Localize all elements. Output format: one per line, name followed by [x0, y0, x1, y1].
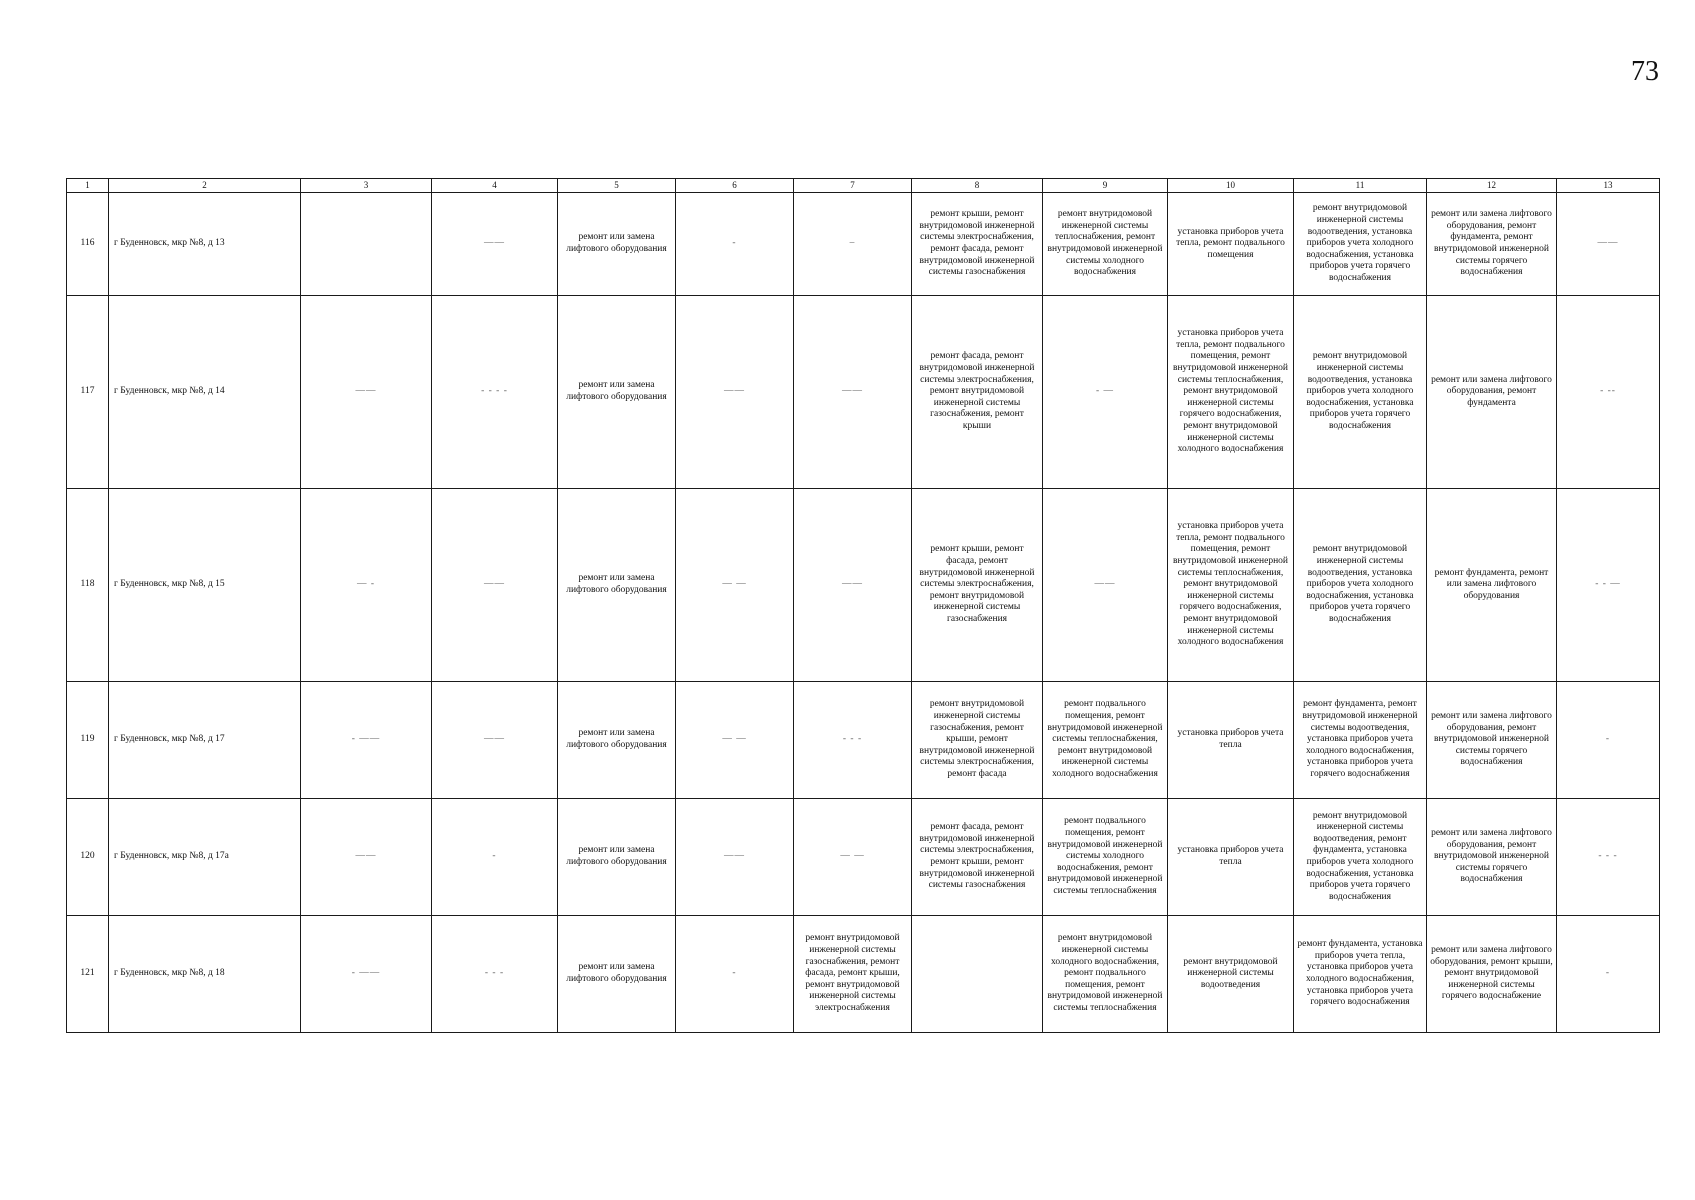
column-header: 9: [1043, 179, 1168, 193]
repair-schedule-table: [66, 178, 1660, 1033]
cell-col11: ремонт внутридомовой инженерной системы водоотведения, установка приборов учета холодного водоснабжения, установка приборов учета горячего водоснабжения: [1294, 193, 1427, 296]
cell-col5: ремонт или замена лифтового оборудования: [558, 193, 676, 296]
address-cell: г Буденновск, мкр №8, д 14: [109, 296, 301, 489]
row-number: 119: [67, 682, 109, 799]
cell-col12: ремонт или замена лифтового оборудования, ремонт внутридомовой инженерной системы горячего водоснабжения: [1427, 799, 1557, 916]
cell-col8: ремонт крыши, ремонт фасада, ремонт внутридомовой инженерной системы электроснабжения, ремонт внутридомовой инженерной системы газоснабжения: [912, 489, 1043, 682]
cell-col7: ремонт внутридомовой инженерной системы газоснабжения, ремонт фасада, ремонт крыши, ремонт внутридомовой инженерной системы электроснабжения: [794, 916, 912, 1033]
cell-col7: –: [794, 193, 912, 296]
column-header: 13: [1557, 179, 1660, 193]
cell-col10: установка приборов учета тепла, ремонт подвального помещения, ремонт внутридомовой инженерной системы теплоснабжения, ремонт внутридомовой инженерной системы горячего водоснабжения, ремонт внутридомовой инженерной системы холодного водоснабжения: [1168, 489, 1294, 682]
table-row: [67, 296, 1660, 489]
page-number: 73: [1631, 56, 1659, 87]
cell-col10: установка приборов учета тепла, ремонт подвального помещения, ремонт внутридомовой инженерной системы теплоснабжения, ремонт внутридомовой инженерной системы горячего водоснабжения, ремонт внутридомовой инженерной системы холодного водоснабжения: [1168, 296, 1294, 489]
cell-col4: ——: [432, 193, 558, 296]
address-cell: г Буденновск, мкр №8, д 15: [109, 489, 301, 682]
cell-col7: ——: [794, 489, 912, 682]
cell-col5: ремонт или замена лифтового оборудования: [558, 799, 676, 916]
cell-col9: ремонт внутридомовой инженерной системы холодного водоснабжения, ремонт подвального помещения, ремонт внутридомовой инженерной системы теплоснабжения: [1043, 916, 1168, 1033]
cell-col5: ремонт или замена лифтового оборудования: [558, 489, 676, 682]
table-row: [67, 682, 1660, 799]
cell-col6: — —: [676, 489, 794, 682]
cell-col8: ремонт фасада, ремонт внутридомовой инженерной системы электроснабжения, ремонт крыши, ремонт внутридомовой инженерной системы газоснабжения: [912, 799, 1043, 916]
cell-col9: ——: [1043, 489, 1168, 682]
cell-col9: ремонт подвального помещения, ремонт внутридомовой инженерной системы теплоснабжения, ремонт внутридомовой инженерной системы холодного водоснабжения: [1043, 682, 1168, 799]
cell-col8: ремонт фасада, ремонт внутридомовой инженерной системы электроснабжения, ремонт внутридомовой инженерной системы газоснабжения, ремонт крыши: [912, 296, 1043, 489]
cell-col12: ремонт фундамента, ремонт или замена лифтового оборудования: [1427, 489, 1557, 682]
cell-col13: -: [1557, 916, 1660, 1033]
cell-col5: ремонт или замена лифтового оборудования: [558, 916, 676, 1033]
table-row: [67, 799, 1660, 916]
cell-col12: ремонт или замена лифтового оборудования, ремонт внутридомовой инженерной системы горячего водоснабжения: [1427, 682, 1557, 799]
cell-col9: - —: [1043, 296, 1168, 489]
cell-col3: ——: [301, 799, 432, 916]
cell-col11: ремонт внутридомовой инженерной системы водоотведения, ремонт фундамента, установка приборов учета холодного водоснабжения, установка приборов учета горячего водоснабжения: [1294, 799, 1427, 916]
column-header: 2: [109, 179, 301, 193]
address-cell: г Буденновск, мкр №8, д 17а: [109, 799, 301, 916]
cell-col6: ——: [676, 296, 794, 489]
cell-col10: ремонт внутридомовой инженерной системы водоотведения: [1168, 916, 1294, 1033]
address-cell: г Буденновск, мкр №8, д 17: [109, 682, 301, 799]
cell-col7: - - -: [794, 682, 912, 799]
cell-col4: -: [432, 799, 558, 916]
row-number: 117: [67, 296, 109, 489]
cell-col11: ремонт внутридомовой инженерной системы водоотведения, установка приборов учета холодного водоснабжения, установка приборов учета горячего водоснабжения: [1294, 296, 1427, 489]
cell-col6: ——: [676, 799, 794, 916]
cell-col7: ——: [794, 296, 912, 489]
cell-col13: - --: [1557, 296, 1660, 489]
column-header: 4: [432, 179, 558, 193]
cell-col4: ——: [432, 682, 558, 799]
cell-col12: ремонт или замена лифтового оборудования, ремонт фундамента: [1427, 296, 1557, 489]
cell-col6: -: [676, 916, 794, 1033]
cell-col8: ремонт внутридомовой инженерной системы газоснабжения, ремонт крыши, ремонт внутридомовой инженерной системы электроснабжения, ремонт фасада: [912, 682, 1043, 799]
cell-col3: [301, 193, 432, 296]
cell-col3: - ——: [301, 682, 432, 799]
cell-col3: - ——: [301, 916, 432, 1033]
cell-col8: [912, 916, 1043, 1033]
row-number: 118: [67, 489, 109, 682]
cell-col8: ремонт крыши, ремонт внутридомовой инженерной системы электроснабжения, ремонт фасада, ремонт внутридомовой инженерной системы газоснабжения: [912, 193, 1043, 296]
row-number: 121: [67, 916, 109, 1033]
cell-col4: ——: [432, 489, 558, 682]
column-number-row: [67, 179, 1660, 193]
cell-col5: ремонт или замена лифтового оборудования: [558, 682, 676, 799]
cell-col6: — —: [676, 682, 794, 799]
column-header: 10: [1168, 179, 1294, 193]
column-header: 8: [912, 179, 1043, 193]
cell-col5: ремонт или замена лифтового оборудования: [558, 296, 676, 489]
cell-col9: ремонт внутридомовой инженерной системы теплоснабжения, ремонт внутридомовой инженерной системы холодного водоснабжения: [1043, 193, 1168, 296]
cell-col11: ремонт фундамента, ремонт внутридомовой инженерной системы водоотведения, установка приборов учета холодного водоснабжения, установка приборов учета горячего водоснабжения: [1294, 682, 1427, 799]
column-header: 5: [558, 179, 676, 193]
cell-col13: - - —: [1557, 489, 1660, 682]
table-row: [67, 916, 1660, 1033]
column-header: 1: [67, 179, 109, 193]
row-number: 116: [67, 193, 109, 296]
cell-col3: ——: [301, 296, 432, 489]
cell-col6: -: [676, 193, 794, 296]
cell-col13: -: [1557, 682, 1660, 799]
row-number: 120: [67, 799, 109, 916]
cell-col7: — —: [794, 799, 912, 916]
cell-col10: установка приборов учета тепла: [1168, 799, 1294, 916]
address-cell: г Буденновск, мкр №8, д 18: [109, 916, 301, 1033]
cell-col3: — -: [301, 489, 432, 682]
column-header: 7: [794, 179, 912, 193]
cell-col10: установка приборов учета тепла: [1168, 682, 1294, 799]
cell-col12: ремонт или замена лифтового оборудования, ремонт крыши, ремонт внутридомовой инженерной системы горячего водоснабжение: [1427, 916, 1557, 1033]
cell-col13: ——: [1557, 193, 1660, 296]
cell-col4: - - - -: [432, 296, 558, 489]
cell-col12: ремонт или замена лифтового оборудования, ремонт фундамента, ремонт внутридомовой инженерной системы горячего водоснабжения: [1427, 193, 1557, 296]
cell-col9: ремонт подвального помещения, ремонт внутридомовой инженерной системы холодного водоснабжения, ремонт внутридомовой инженерной системы теплоснабжения: [1043, 799, 1168, 916]
cell-col4: - - -: [432, 916, 558, 1033]
cell-col13: - - -: [1557, 799, 1660, 916]
column-header: 12: [1427, 179, 1557, 193]
column-header: 6: [676, 179, 794, 193]
column-header: 3: [301, 179, 432, 193]
table-row: [67, 193, 1660, 296]
column-header: 11: [1294, 179, 1427, 193]
address-cell: г Буденновск, мкр №8, д 13: [109, 193, 301, 296]
cell-col11: ремонт внутридомовой инженерной системы водоотведения, установка приборов учета холодного водоснабжения, установка приборов учета горячего водоснабжения: [1294, 489, 1427, 682]
table-row: [67, 489, 1660, 682]
cell-col11: ремонт фундамента, установка приборов учета тепла, установка приборов учета холодного водоснабжения, установка приборов учета горячего водоснабжения: [1294, 916, 1427, 1033]
cell-col10: установка приборов учета тепла, ремонт подвального помещения: [1168, 193, 1294, 296]
